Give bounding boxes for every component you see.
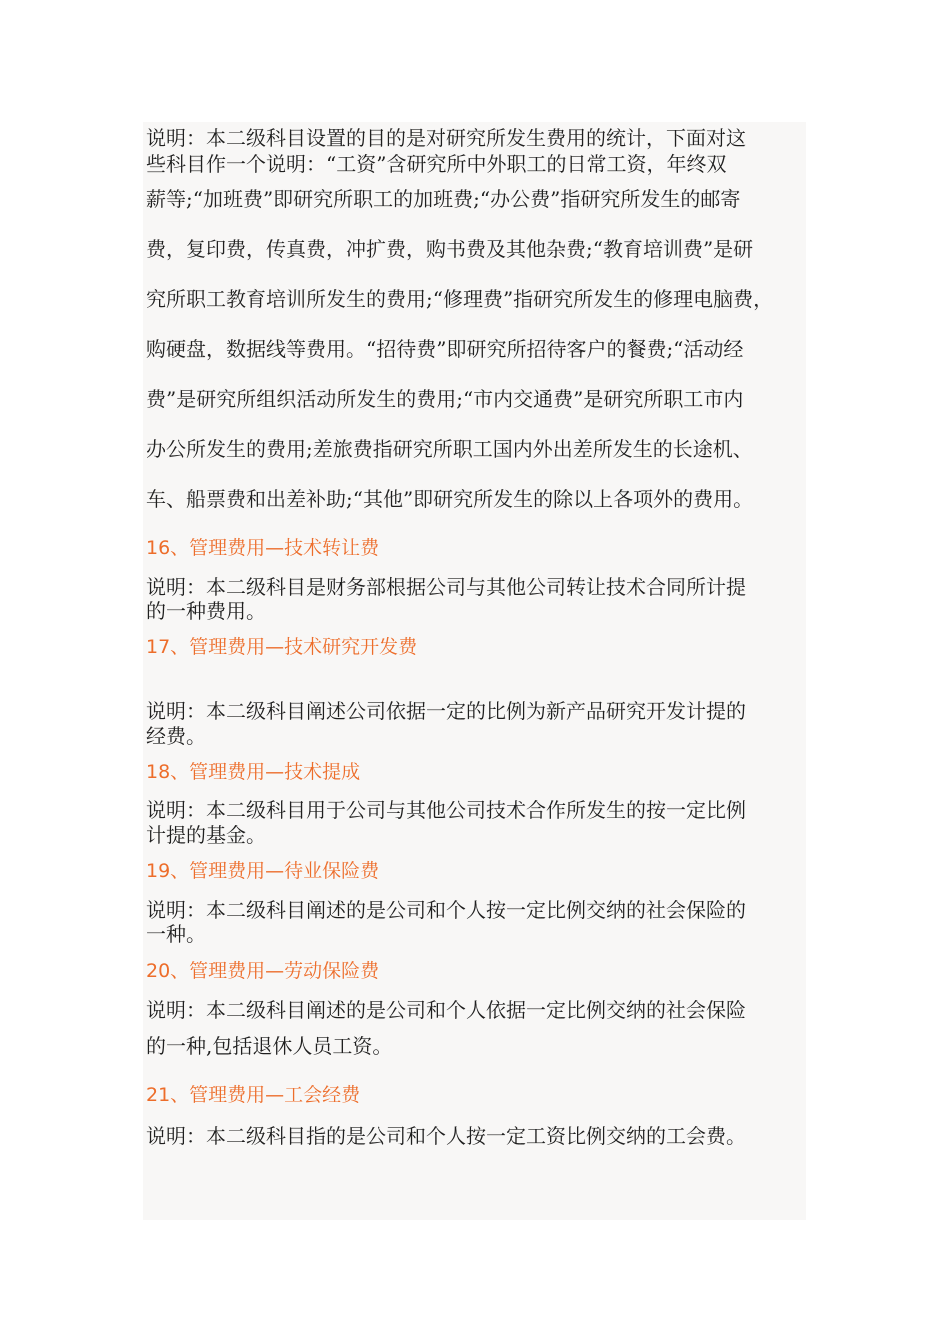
intro-line: 说明：本二级科目设置的目的是对研究所发生费用的统计，下面对这 [146,126,746,150]
section-heading: 20、管理费用—劳动保险费 [146,960,380,982]
intro-line: 购硬盘，数据线等费用。“招待费”即研究所招待客户的餐费;“活动经 [146,337,744,361]
section-heading: 21、管理费用—工会经费 [146,1084,361,1106]
intro-line: 车、船票费和出差补助;“其他”即研究所发生的除以上各项外的费用。 [146,487,754,511]
section-text-line: 说明：本二级科目用于公司与其他公司技术合作所发生的按一定比例 [146,798,746,822]
section-text-line: 说明：本二级科目阐述的是公司和个人依据一定比例交纳的社会保险 [146,998,746,1022]
section-text-line: 说明：本二级科目是财务部根据公司与其他公司转让技术合同所计提 [146,575,746,599]
intro-line: 薪等;“加班费”即研究所职工的加班费;“办公费”指研究所发生的邮寄 [146,187,741,211]
section-heading: 17、管理费用—技术研究开发费 [146,636,418,658]
section-text-line: 的一种费用。 [146,599,266,623]
section-heading: 18、管理费用—技术提成 [146,761,361,783]
section-text-line: 一种。 [146,922,206,946]
intro-line: 些科目作一个说明：“工资”含研究所中外职工的日常工资，年终双 [146,152,727,176]
section-text-line: 说明：本二级科目指的是公司和个人按一定工资比例交纳的工会费。 [146,1124,746,1148]
intro-line: 费”是研究所组织活动所发生的费用;“市内交通费”是研究所职工市内 [146,387,744,411]
section-text-line: 说明：本二级科目阐述的是公司和个人按一定比例交纳的社会保险的 [146,898,746,922]
section-text-line: 经费。 [146,724,206,748]
intro-line: 办公所发生的费用;差旅费指研究所职工国内外出差所发生的长途机、 [146,437,753,461]
section-heading: 16、管理费用—技术转让费 [146,537,380,559]
section-text-line: 的一种,包括退休人员工资。 [146,1034,393,1058]
section-text-line: 说明：本二级科目阐述公司依据一定的比例为新产品研究开发计提的 [146,699,746,723]
intro-line: 费，复印费，传真费，冲扩费，购书费及其他杂费;“教育培训费”是研 [146,237,754,261]
section-heading: 19、管理费用—待业保险费 [146,860,380,882]
section-text-line: 计提的基金。 [146,823,266,847]
intro-line: 究所职工教育培训所发生的费用;“修理费”指研究所发生的修理电脑费， [146,287,774,311]
